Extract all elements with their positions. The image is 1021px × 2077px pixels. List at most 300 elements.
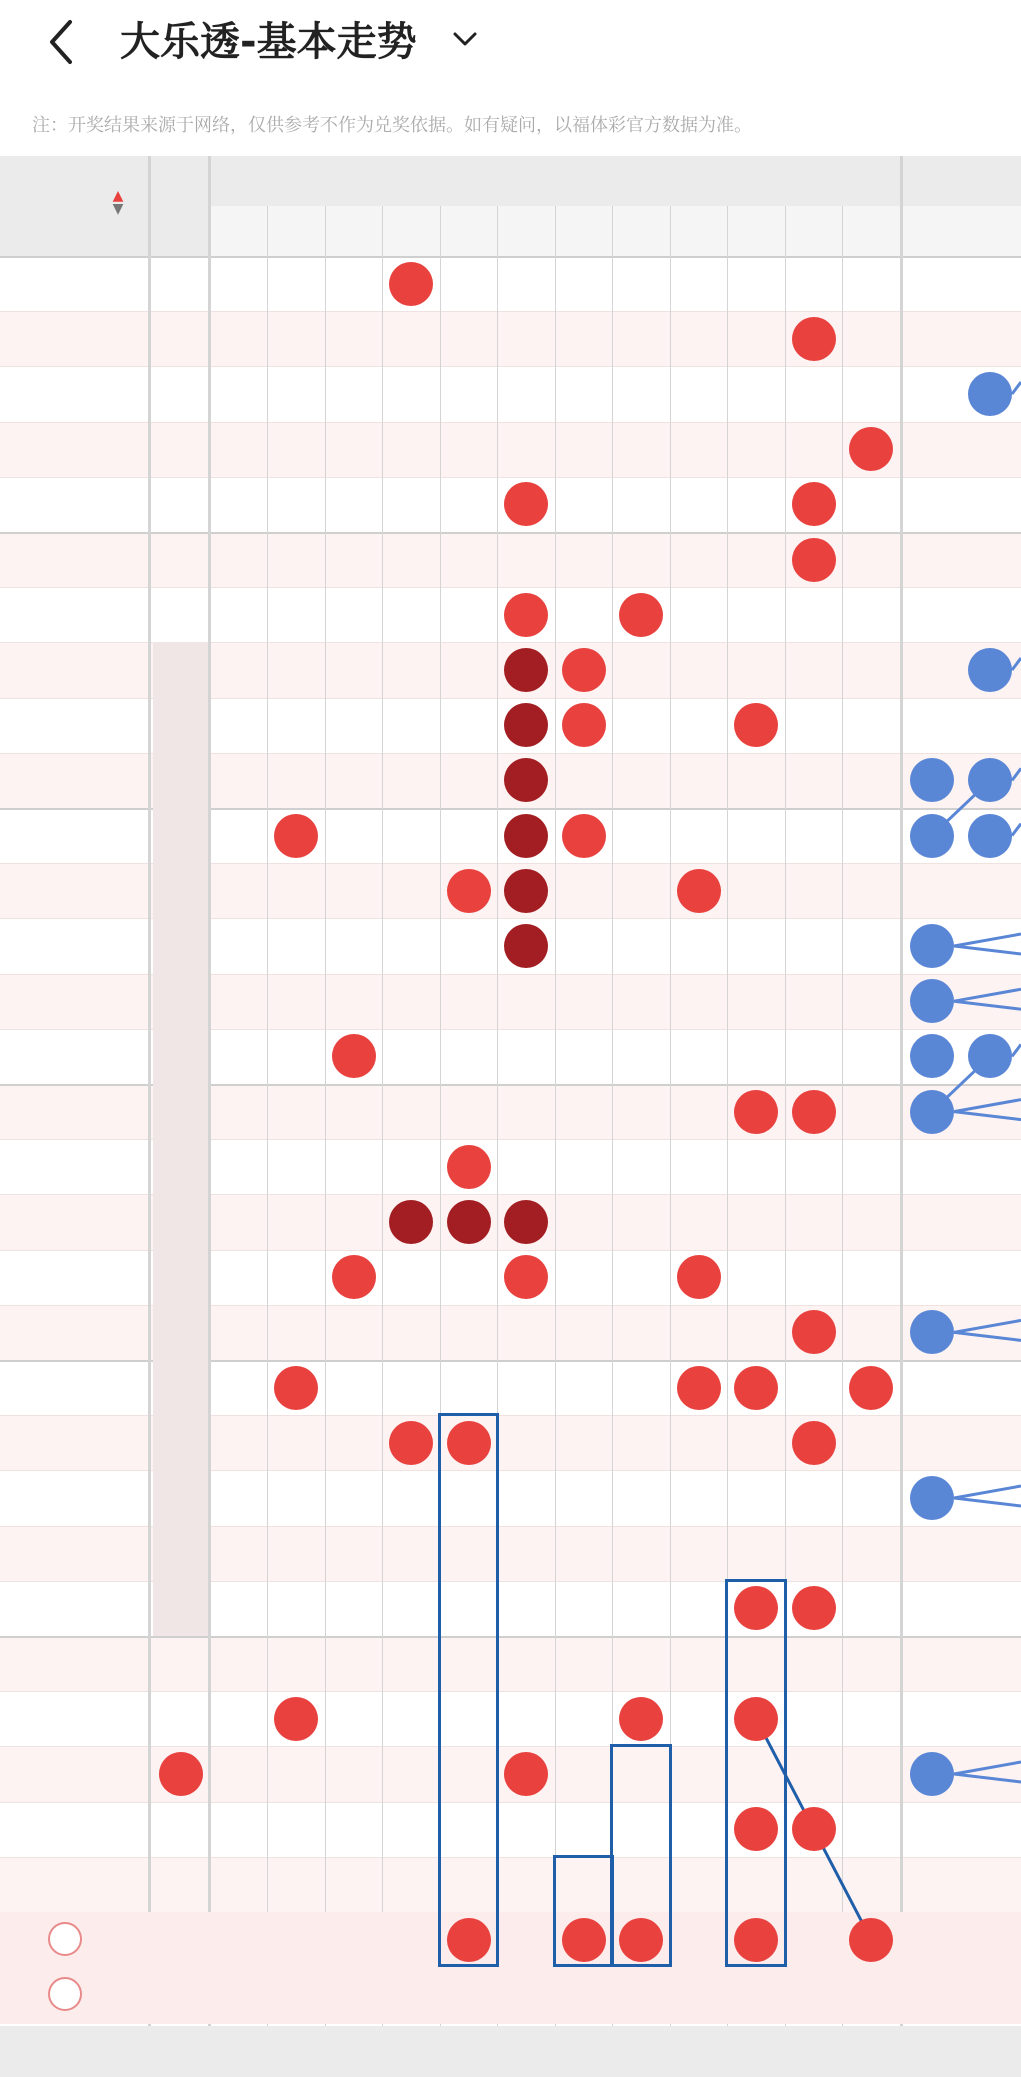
omission-value	[785, 753, 843, 808]
back-omission-value	[903, 1250, 961, 1305]
omission-value	[440, 1084, 498, 1139]
omission-value	[612, 974, 670, 1029]
omission-value	[325, 311, 383, 366]
omission-value	[555, 1746, 613, 1801]
period-number	[0, 587, 148, 642]
omission-value	[267, 863, 325, 918]
omission-value	[440, 918, 498, 973]
back-omission-value	[961, 918, 1019, 973]
period-number	[0, 1636, 148, 1691]
omission-value	[842, 753, 900, 808]
omission-value	[153, 1857, 208, 1912]
omission-value	[497, 974, 555, 1029]
omission-value	[325, 808, 383, 863]
omission-value	[842, 311, 900, 366]
selected-ball[interactable]	[849, 1918, 893, 1962]
omission-value	[785, 642, 843, 697]
omission-value	[727, 532, 785, 587]
omission-value	[325, 642, 383, 697]
omission-value	[382, 366, 440, 421]
omission-value	[325, 1415, 383, 1470]
omission-value	[555, 1029, 613, 1084]
omission-value	[670, 1139, 728, 1194]
back-omission-value	[903, 1857, 961, 1912]
omission-value	[555, 863, 613, 918]
back-omission-value	[961, 422, 1019, 477]
omission-value	[842, 1305, 900, 1360]
period-number	[0, 642, 148, 697]
omission-value	[497, 1470, 555, 1525]
top-bar	[0, 0, 1021, 90]
omission-value	[153, 1636, 208, 1691]
omission-value	[382, 1029, 440, 1084]
select-number[interactable]	[267, 1967, 325, 2022]
omission-value	[842, 808, 900, 863]
back-omission-value	[903, 1691, 961, 1746]
omission-value	[612, 1250, 670, 1305]
omission-value	[267, 918, 325, 973]
winning-ball	[677, 869, 721, 913]
back-omission-value	[961, 256, 1019, 311]
omission-value	[727, 1415, 785, 1470]
period-number	[0, 753, 148, 808]
back-omission-value	[961, 311, 1019, 366]
omission-value	[440, 256, 498, 311]
omission-value	[612, 422, 670, 477]
omission-value	[153, 1581, 208, 1636]
winning-ball	[792, 1090, 836, 1134]
back-omission-value	[961, 477, 1019, 532]
period-number	[0, 1084, 148, 1139]
back-omission-value	[903, 1360, 961, 1415]
omission-value	[325, 1470, 383, 1525]
omission-value	[497, 1857, 555, 1912]
period-number	[0, 863, 148, 918]
select-number[interactable]	[670, 1967, 728, 2022]
selection-box	[610, 1744, 672, 1967]
omission-value	[555, 256, 613, 311]
omission-value	[612, 808, 670, 863]
omission-value	[325, 366, 383, 421]
omission-value	[727, 366, 785, 421]
winning-ball	[849, 1366, 893, 1410]
omission-value	[267, 1746, 325, 1801]
omission-value	[497, 1029, 555, 1084]
omission-value	[153, 1470, 208, 1525]
omission-value	[382, 642, 440, 697]
omission-value	[325, 974, 383, 1029]
winning-ball	[619, 593, 663, 637]
omission-value	[382, 974, 440, 1029]
omission-value	[555, 753, 613, 808]
omission-value	[382, 808, 440, 863]
back-omission-value	[961, 1691, 1019, 1746]
omission-value	[153, 1526, 208, 1581]
winning-ball	[734, 703, 778, 747]
omission-value	[842, 1194, 900, 1249]
omission-value	[153, 1194, 208, 1249]
trend-table[interactable]	[0, 156, 1021, 2077]
select-number[interactable]	[727, 1967, 785, 2022]
omission-value	[727, 863, 785, 918]
omission-value	[382, 1526, 440, 1581]
period-number	[0, 1194, 148, 1249]
omission-value	[842, 698, 900, 753]
back-omission-value	[961, 1360, 1019, 1415]
select-number[interactable]	[325, 1912, 383, 1967]
omission-value	[267, 1250, 325, 1305]
winning-ball	[504, 648, 548, 692]
omission-value	[842, 1029, 900, 1084]
omission-value	[842, 1802, 900, 1857]
omission-value	[670, 974, 728, 1029]
period-number	[0, 1802, 148, 1857]
winning-ball	[389, 1421, 433, 1465]
omission-value	[267, 477, 325, 532]
omission-value	[612, 1581, 670, 1636]
winning-ball	[792, 538, 836, 582]
omission-value	[670, 256, 728, 311]
back-winning-ball	[910, 979, 954, 1023]
period-number	[0, 1360, 148, 1415]
omission-value	[612, 1139, 670, 1194]
omission-value	[153, 422, 208, 477]
select-back-number[interactable]	[903, 1912, 961, 1967]
back-omission-value	[961, 1250, 1019, 1305]
chevron-down-icon[interactable]	[450, 24, 480, 54]
omission-value	[842, 1636, 900, 1691]
period-number	[0, 1029, 148, 1084]
omission-value	[440, 311, 498, 366]
omission-value	[612, 1526, 670, 1581]
omission-value	[670, 1636, 728, 1691]
omission-value	[785, 587, 843, 642]
omission-value	[612, 1029, 670, 1084]
omission-value	[325, 1581, 383, 1636]
omission-value	[670, 808, 728, 863]
omission-value	[842, 974, 900, 1029]
winning-ball	[792, 482, 836, 526]
back-winning-ball	[910, 1752, 954, 1796]
omission-value	[842, 1250, 900, 1305]
omission-value	[555, 1636, 613, 1691]
back-omission-value	[903, 532, 961, 587]
omission-value	[555, 1305, 613, 1360]
omission-value	[325, 477, 383, 532]
omission-value	[382, 753, 440, 808]
omission-value	[325, 1360, 383, 1415]
omission-value	[267, 532, 325, 587]
winning-ball	[274, 1366, 318, 1410]
select-back-number[interactable]	[903, 1967, 961, 2022]
omission-value	[670, 587, 728, 642]
omission-value	[555, 974, 613, 1029]
winning-ball	[734, 1366, 778, 1410]
back-omission-value	[961, 1194, 1019, 1249]
back-omission-value	[903, 422, 961, 477]
omission-value	[440, 808, 498, 863]
omission-value	[842, 256, 900, 311]
omission-value	[670, 422, 728, 477]
winning-ball	[504, 1255, 548, 1299]
sort-arrows-icon[interactable]: ▲ ▼	[112, 188, 124, 217]
omission-value	[153, 642, 208, 697]
winning-ball	[504, 814, 548, 858]
omission-value	[785, 918, 843, 973]
back-winning-ball	[968, 648, 1012, 692]
omission-value	[670, 1415, 728, 1470]
omission-value	[785, 1360, 843, 1415]
select-number[interactable]	[497, 1967, 555, 2022]
omission-value	[612, 863, 670, 918]
omission-value	[785, 1250, 843, 1305]
omission-value	[555, 1691, 613, 1746]
omission-value	[267, 256, 325, 311]
omission-value	[670, 1857, 728, 1912]
back-trend-line	[1012, 768, 1021, 780]
omission-value	[555, 1360, 613, 1415]
omission-value	[325, 1802, 383, 1857]
period-number	[0, 1415, 148, 1470]
omission-value	[382, 477, 440, 532]
omission-value	[785, 808, 843, 863]
back-omission-value	[903, 1581, 961, 1636]
disclaimer-notice: 注：开奖结果来源于网络，仅供参考不作为兑奖依据。如有疑问，以福体彩官方数据为准。	[32, 115, 752, 136]
omission-value	[670, 1802, 728, 1857]
back-omission-value	[903, 1802, 961, 1857]
omission-value	[325, 1691, 383, 1746]
select-number[interactable]	[842, 1967, 900, 2022]
omission-value	[727, 477, 785, 532]
winning-ball	[447, 1200, 491, 1244]
back-omission-value	[961, 1746, 1019, 1801]
select-number[interactable]	[382, 1967, 440, 2022]
back-trend-line	[1012, 658, 1021, 670]
back-omission-value	[903, 698, 961, 753]
selection-box	[438, 1413, 500, 1967]
page-title[interactable]: 大乐透-基本走势	[120, 19, 417, 65]
omission-value	[497, 366, 555, 421]
back-trend-line	[1012, 1044, 1021, 1056]
omission-value	[727, 1250, 785, 1305]
omission-value	[382, 918, 440, 973]
period-number	[0, 1526, 148, 1581]
omission-value	[267, 1581, 325, 1636]
select-back-number[interactable]	[961, 1967, 1019, 2022]
omission-value	[842, 863, 900, 918]
omission-value	[382, 1746, 440, 1801]
omission-value	[267, 1139, 325, 1194]
omission-value	[842, 1857, 900, 1912]
omission-value	[727, 808, 785, 863]
omission-value	[555, 1084, 613, 1139]
omission-value	[555, 587, 613, 642]
omission-value	[670, 753, 728, 808]
omission-value	[555, 1802, 613, 1857]
omission-value	[727, 974, 785, 1029]
select-number[interactable]	[497, 1912, 555, 1967]
omission-value	[842, 642, 900, 697]
omission-value	[727, 642, 785, 697]
omission-value	[153, 1139, 208, 1194]
omission-value	[440, 587, 498, 642]
omission-value	[153, 918, 208, 973]
omission-value	[153, 808, 208, 863]
omission-value	[325, 532, 383, 587]
period-number	[0, 1857, 148, 1912]
period-number	[0, 366, 148, 421]
chevron-left-icon[interactable]	[40, 16, 84, 68]
omission-value	[440, 1305, 498, 1360]
winning-ball	[792, 1310, 836, 1354]
omission-value	[382, 1470, 440, 1525]
omission-value	[842, 1415, 900, 1470]
omission-value	[440, 1360, 498, 1415]
select-number[interactable]	[382, 1912, 440, 1967]
select-back-number[interactable]	[961, 1912, 1019, 1967]
omission-value	[612, 1415, 670, 1470]
winning-ball	[504, 703, 548, 747]
winning-ball	[504, 1752, 548, 1796]
footer-weekday	[150, 2026, 208, 2077]
omission-value	[612, 532, 670, 587]
omission-value	[267, 1415, 325, 1470]
select-number[interactable]	[153, 1967, 208, 2022]
omission-value	[727, 1029, 785, 1084]
back-winning-ball	[910, 1476, 954, 1520]
omission-value	[785, 1636, 843, 1691]
omission-value	[325, 256, 383, 311]
omission-value	[153, 366, 208, 421]
omission-value	[670, 477, 728, 532]
omission-value	[153, 256, 208, 311]
omission-value	[267, 1470, 325, 1525]
back-winning-ball	[968, 814, 1012, 858]
winning-ball	[504, 869, 548, 913]
omission-value	[440, 698, 498, 753]
omission-value	[842, 918, 900, 973]
omission-value	[267, 698, 325, 753]
omission-value	[785, 1194, 843, 1249]
omission-value	[153, 753, 208, 808]
omission-value	[153, 532, 208, 587]
omission-value	[267, 1194, 325, 1249]
period-number	[0, 918, 148, 973]
omission-value	[325, 918, 383, 973]
omission-value	[497, 256, 555, 311]
back-winning-ball	[910, 924, 954, 968]
omission-value	[382, 1857, 440, 1912]
winning-ball	[332, 1255, 376, 1299]
omission-value	[842, 587, 900, 642]
omission-value	[842, 1691, 900, 1746]
omission-value	[325, 1857, 383, 1912]
omission-value	[325, 1084, 383, 1139]
select-number[interactable]	[670, 1912, 728, 1967]
omission-value	[497, 1305, 555, 1360]
omission-value	[325, 422, 383, 477]
winning-ball	[159, 1752, 203, 1796]
omission-value	[153, 1802, 208, 1857]
omission-value	[785, 1139, 843, 1194]
omission-value	[153, 1029, 208, 1084]
select-number[interactable]	[325, 1967, 383, 2022]
select-radio[interactable]	[48, 1977, 82, 2011]
omission-value	[555, 422, 613, 477]
back-omission-value	[903, 1636, 961, 1691]
omission-value	[440, 1250, 498, 1305]
select-number[interactable]	[440, 1967, 498, 2022]
omission-value	[670, 698, 728, 753]
omission-value	[727, 311, 785, 366]
omission-value	[727, 422, 785, 477]
omission-value	[785, 863, 843, 918]
back-winning-ball	[910, 1090, 954, 1134]
select-number[interactable]	[267, 1912, 325, 1967]
back-omission-value	[961, 1802, 1019, 1857]
omission-value	[382, 1139, 440, 1194]
back-omission-value	[961, 1305, 1019, 1360]
omission-value	[325, 698, 383, 753]
omission-value	[727, 918, 785, 973]
winning-ball	[332, 1034, 376, 1078]
back-omission-value	[961, 1415, 1019, 1470]
omission-value	[727, 1526, 785, 1581]
select-number[interactable]	[785, 1912, 843, 1967]
omission-value	[325, 753, 383, 808]
select-number[interactable]	[555, 1967, 613, 2022]
omission-value	[382, 1636, 440, 1691]
omission-value	[785, 1029, 843, 1084]
omission-value	[153, 1305, 208, 1360]
omission-value	[727, 256, 785, 311]
omission-value	[670, 642, 728, 697]
select-number[interactable]	[153, 1912, 208, 1967]
omission-value	[785, 366, 843, 421]
omission-value	[612, 918, 670, 973]
back-omission-value	[961, 1636, 1019, 1691]
footer-zone-label	[211, 2026, 901, 2076]
winning-ball	[734, 1090, 778, 1134]
back-omission-value	[961, 587, 1019, 642]
omission-value	[555, 1250, 613, 1305]
omission-value	[727, 1194, 785, 1249]
omission-value	[267, 1636, 325, 1691]
omission-value	[267, 1084, 325, 1139]
omission-value	[555, 366, 613, 421]
period-number	[0, 311, 148, 366]
omission-value	[670, 366, 728, 421]
back-winning-ball	[910, 814, 954, 858]
select-number[interactable]	[785, 1967, 843, 2022]
omission-value	[842, 1581, 900, 1636]
omission-value	[670, 311, 728, 366]
omission-value	[497, 532, 555, 587]
omission-value	[842, 1084, 900, 1139]
omission-value	[670, 1305, 728, 1360]
omission-value	[785, 1691, 843, 1746]
period-number	[0, 1746, 148, 1801]
omission-value	[670, 1691, 728, 1746]
winning-ball	[677, 1255, 721, 1299]
omission-value	[727, 753, 785, 808]
omission-value	[727, 587, 785, 642]
select-number[interactable]	[612, 1967, 670, 2022]
back-omission-value	[961, 1470, 1019, 1525]
omission-value	[382, 863, 440, 918]
winning-ball	[619, 1697, 663, 1741]
select-radio[interactable]	[48, 1922, 82, 1956]
